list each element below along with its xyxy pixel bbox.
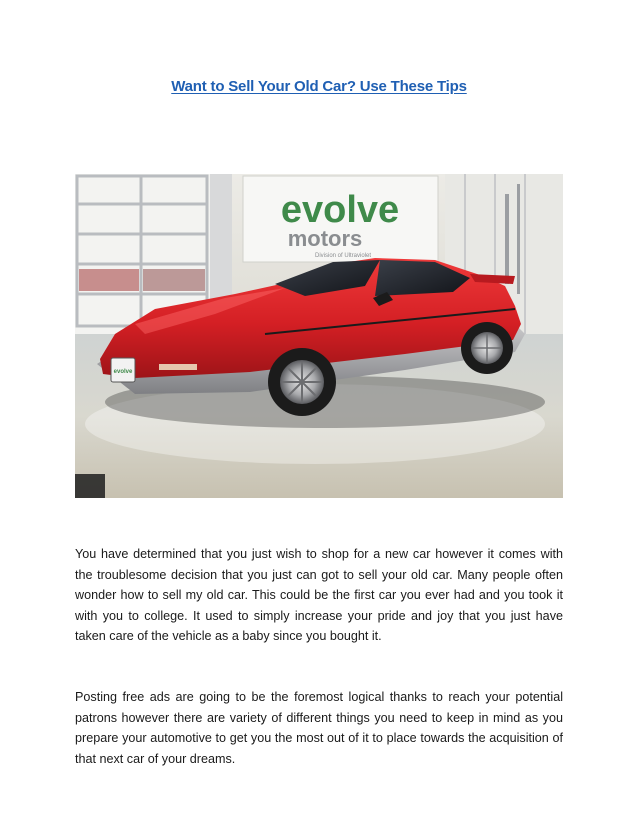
paragraph-1: You have determined that you just wish to shop for a new car however it comes with the troublesome decision that you just can got to sell your old car. Many people often wonder how to sell my old car. This could be the first car you ever had and you took it with you to college. It used to simply increase your pride and joy that you just have taken care of the vehicle as a baby since you bought it.: [75, 547, 563, 643]
paragraph-2: Posting free ads are going to be the foremost logical thanks to reach your potential patrons however there are variety of different things you need to keep in mind as you prepare your automotive to get you the most out of it to place towards the acquisition of that next car of your dreams.: [75, 690, 563, 766]
sign-sub-text: motors: [287, 226, 363, 251]
plate-text: evolve: [113, 369, 133, 375]
sign-tagline-text: Division of Ultraviolet: [314, 253, 372, 259]
sign-brand-text: evolve: [280, 189, 400, 231]
document-title[interactable]: Want to Sell Your Old Car? Use These Tips: [171, 78, 467, 95]
car-photo: [75, 174, 563, 498]
car-photo-illustration: [75, 174, 563, 498]
